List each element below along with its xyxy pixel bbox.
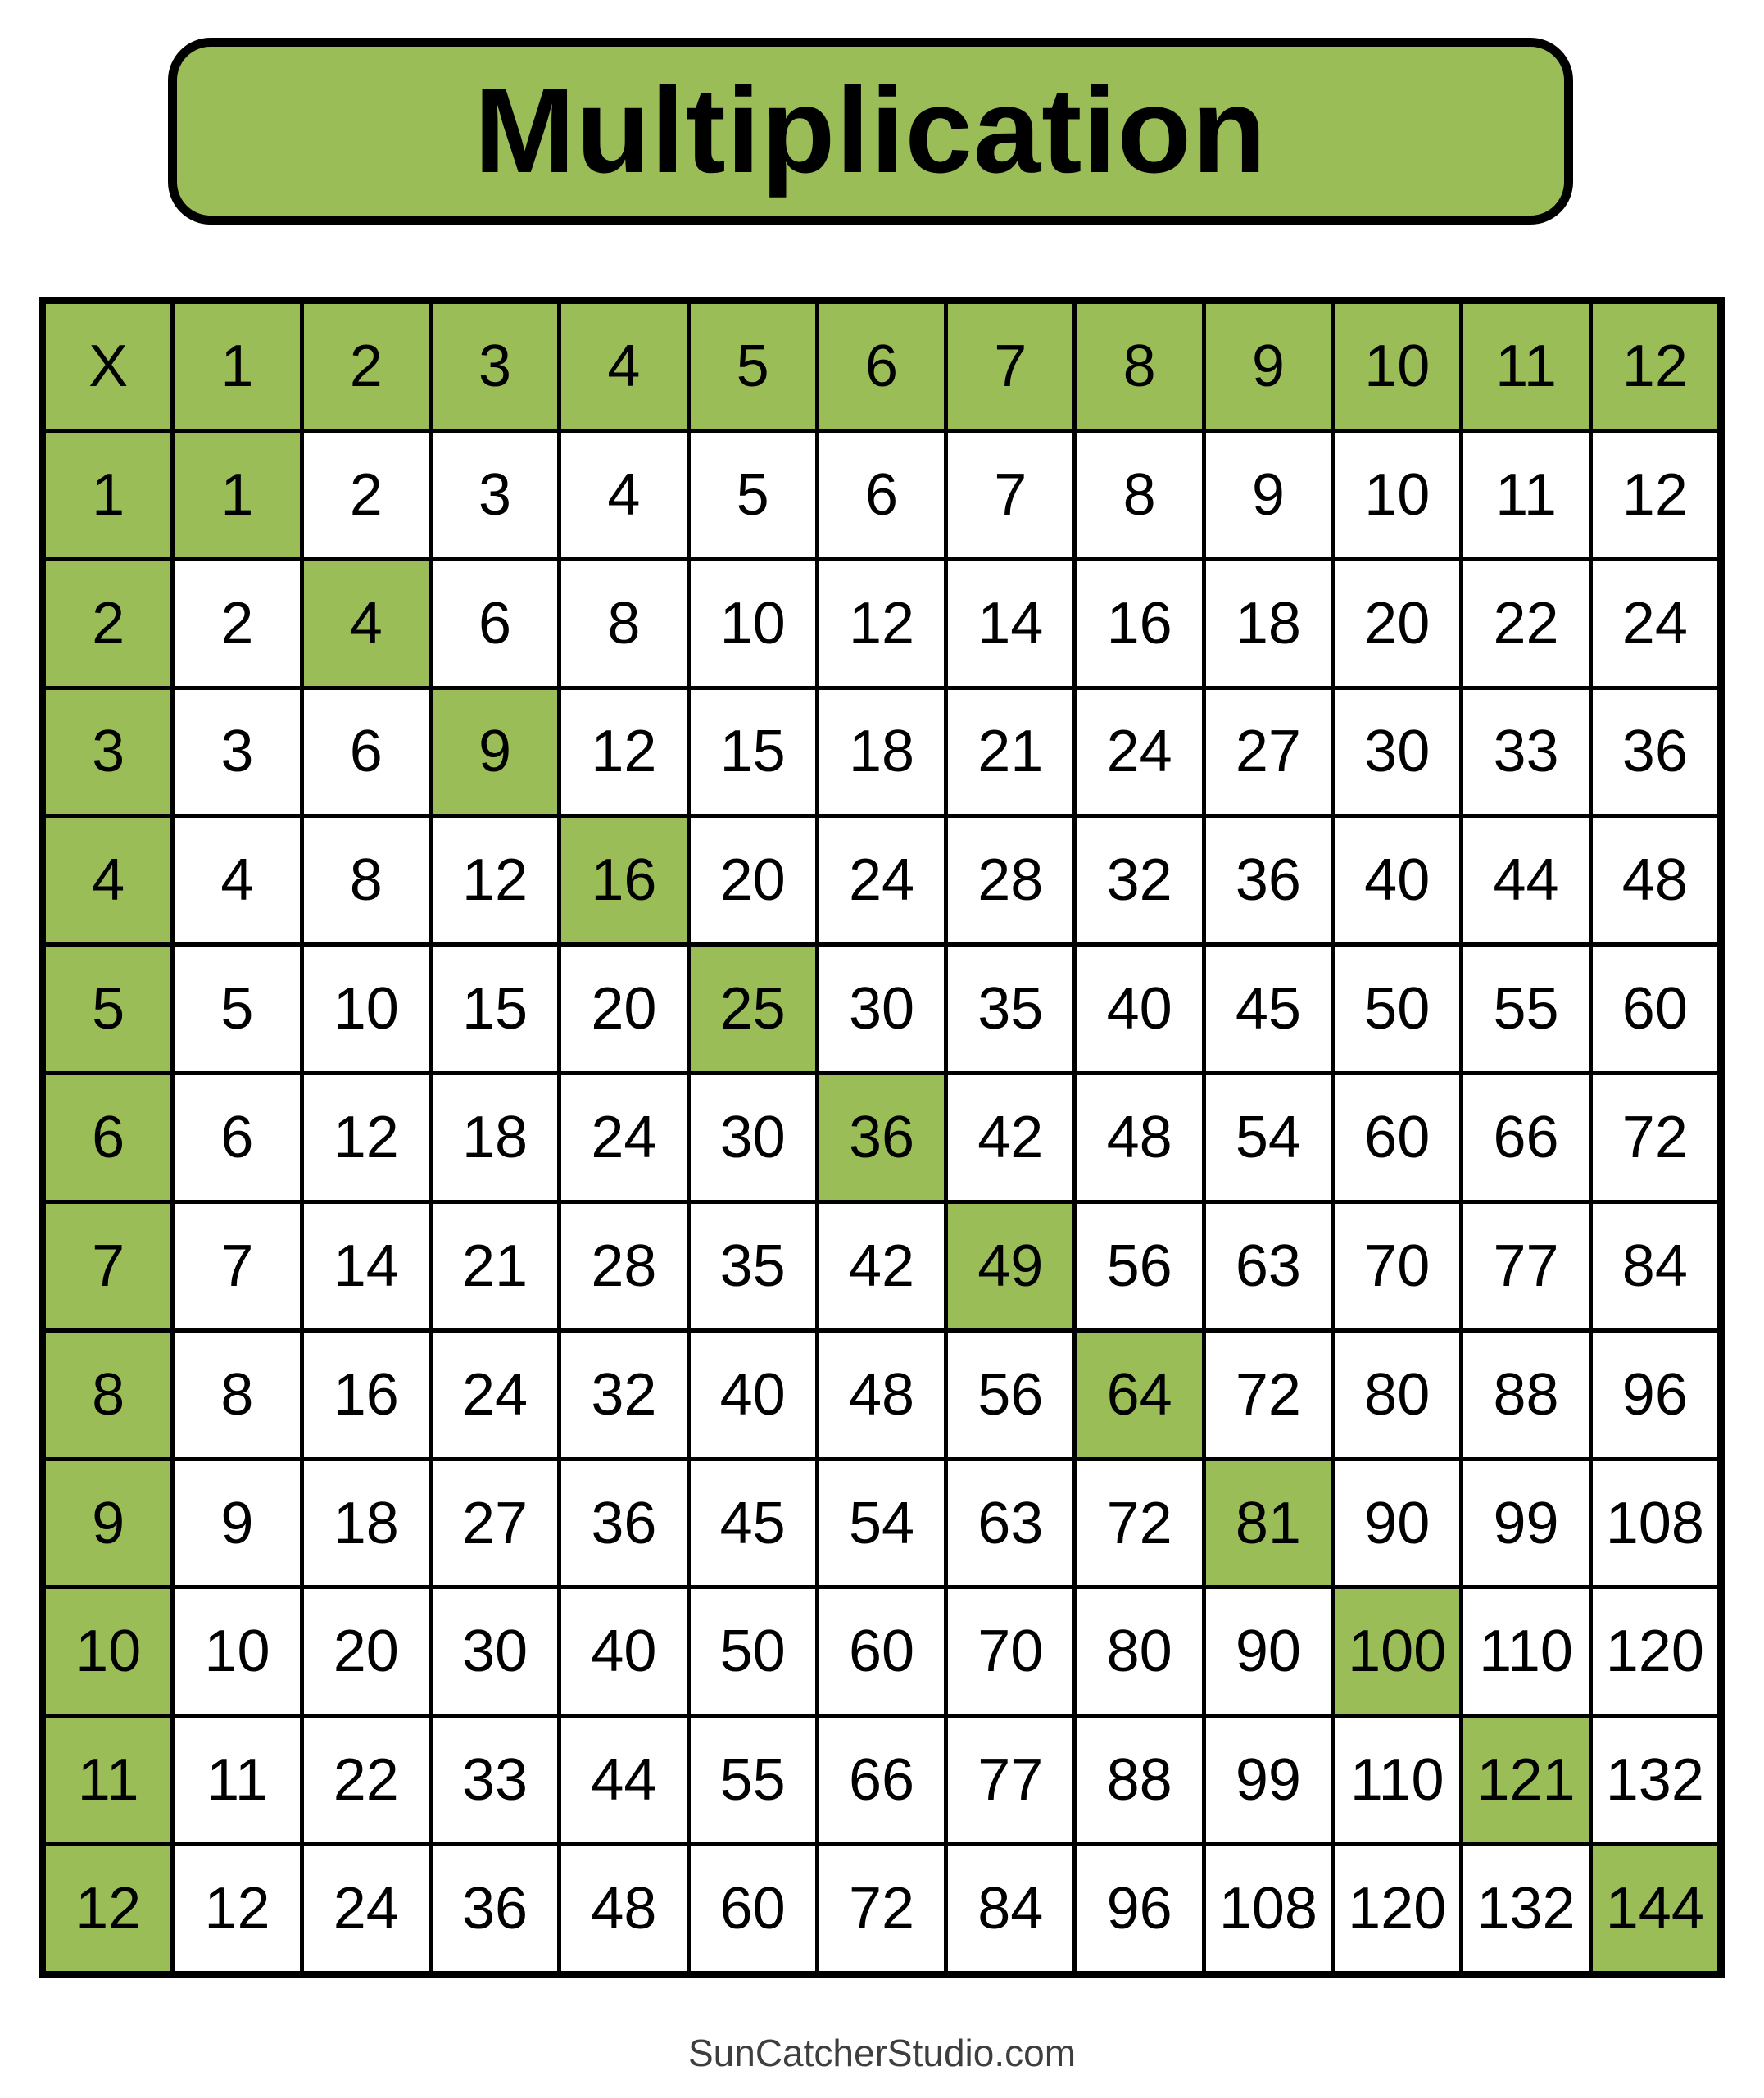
- row-header-cell: 8: [46, 1333, 170, 1457]
- row-header-cell: 2: [46, 561, 170, 686]
- product-cell: 35: [691, 1204, 815, 1328]
- product-cell: 21: [433, 1204, 557, 1328]
- product-cell: 10: [304, 947, 429, 1071]
- row-header-cell: 1: [46, 433, 170, 557]
- product-cell: 24: [561, 1075, 686, 1200]
- product-cell: 10: [1335, 433, 1459, 557]
- product-cell: 100: [1335, 1589, 1459, 1714]
- product-cell: 9: [433, 690, 557, 815]
- product-cell: 18: [304, 1461, 429, 1586]
- column-header-cell: 4: [561, 304, 686, 429]
- product-cell: 20: [561, 947, 686, 1071]
- product-cell: 108: [1593, 1461, 1717, 1586]
- product-cell: 45: [691, 1461, 815, 1586]
- product-cell: 12: [561, 690, 686, 815]
- product-cell: 30: [819, 947, 944, 1071]
- product-cell: 72: [819, 1846, 944, 1971]
- column-header-cell: 3: [433, 304, 557, 429]
- product-cell: 4: [561, 433, 686, 557]
- footer-credit: SunCatcherStudio.com: [687, 2032, 1077, 2074]
- product-cell: 20: [691, 818, 815, 942]
- product-cell: 8: [304, 818, 429, 942]
- column-header-cell: 12: [1593, 304, 1717, 429]
- product-cell: 24: [819, 818, 944, 942]
- product-cell: 88: [1463, 1333, 1588, 1457]
- product-cell: 96: [1077, 1846, 1201, 1971]
- product-cell: 4: [175, 818, 299, 942]
- product-cell: 54: [819, 1461, 944, 1586]
- product-cell: 27: [1206, 690, 1331, 815]
- product-cell: 42: [948, 1075, 1072, 1200]
- product-cell: 10: [175, 1589, 299, 1714]
- product-cell: 24: [433, 1333, 557, 1457]
- product-cell: 84: [948, 1846, 1072, 1971]
- row-header-cell: 11: [46, 1718, 170, 1842]
- product-cell: 24: [1593, 561, 1717, 686]
- product-cell: 70: [1335, 1204, 1459, 1328]
- product-cell: 77: [1463, 1204, 1588, 1328]
- product-cell: 60: [1593, 947, 1717, 1071]
- product-cell: 55: [1463, 947, 1588, 1071]
- product-cell: 36: [561, 1461, 686, 1586]
- product-cell: 56: [948, 1333, 1072, 1457]
- product-cell: 1: [175, 433, 299, 557]
- product-cell: 42: [819, 1204, 944, 1328]
- product-cell: 56: [1077, 1204, 1201, 1328]
- product-cell: 24: [304, 1846, 429, 1971]
- corner-cell: X: [46, 304, 170, 429]
- product-cell: 49: [948, 1204, 1072, 1328]
- product-cell: 48: [561, 1846, 686, 1971]
- product-cell: 60: [691, 1846, 815, 1971]
- row-header-cell: 12: [46, 1846, 170, 1971]
- multiplication-table: [39, 297, 1725, 1978]
- product-cell: 84: [1593, 1204, 1717, 1328]
- product-cell: 44: [561, 1718, 686, 1842]
- product-cell: 35: [948, 947, 1072, 1071]
- product-cell: 28: [948, 818, 1072, 942]
- product-cell: 14: [304, 1204, 429, 1328]
- product-cell: 11: [1463, 433, 1588, 557]
- product-cell: 40: [561, 1589, 686, 1714]
- product-cell: 6: [819, 433, 944, 557]
- product-cell: 6: [175, 1075, 299, 1200]
- row-header-cell: 5: [46, 947, 170, 1071]
- product-cell: 54: [1206, 1075, 1331, 1200]
- product-cell: 48: [1077, 1075, 1201, 1200]
- product-cell: 10: [691, 561, 815, 686]
- product-cell: 64: [1077, 1333, 1201, 1457]
- product-cell: 36: [433, 1846, 557, 1971]
- product-cell: 8: [1077, 433, 1201, 557]
- product-cell: 22: [1463, 561, 1588, 686]
- product-cell: 110: [1463, 1589, 1588, 1714]
- product-cell: 3: [433, 433, 557, 557]
- row-header-cell: 4: [46, 818, 170, 942]
- product-cell: 121: [1463, 1718, 1588, 1842]
- product-cell: 18: [819, 690, 944, 815]
- product-cell: 50: [691, 1589, 815, 1714]
- product-cell: 24: [1077, 690, 1201, 815]
- product-cell: 28: [561, 1204, 686, 1328]
- product-cell: 120: [1593, 1589, 1717, 1714]
- product-cell: 21: [948, 690, 1072, 815]
- product-cell: 88: [1077, 1718, 1201, 1842]
- product-cell: 66: [1463, 1075, 1588, 1200]
- product-cell: 80: [1077, 1589, 1201, 1714]
- product-cell: 7: [948, 433, 1072, 557]
- product-cell: 7: [175, 1204, 299, 1328]
- row-header-cell: 3: [46, 690, 170, 815]
- product-cell: 81: [1206, 1461, 1331, 1586]
- product-cell: 36: [1593, 690, 1717, 815]
- column-header-cell: 11: [1463, 304, 1588, 429]
- product-cell: 36: [819, 1075, 944, 1200]
- product-cell: 2: [175, 561, 299, 686]
- product-cell: 15: [433, 947, 557, 1071]
- row-header-cell: 7: [46, 1204, 170, 1328]
- product-cell: 90: [1206, 1589, 1331, 1714]
- product-cell: 72: [1593, 1075, 1717, 1200]
- product-cell: 72: [1077, 1461, 1201, 1586]
- product-cell: 96: [1593, 1333, 1717, 1457]
- row-header-cell: 9: [46, 1461, 170, 1586]
- column-header-cell: 5: [691, 304, 815, 429]
- product-cell: 14: [948, 561, 1072, 686]
- product-cell: 9: [1206, 433, 1331, 557]
- product-cell: 50: [1335, 947, 1459, 1071]
- product-cell: 12: [304, 1075, 429, 1200]
- product-cell: 3: [175, 690, 299, 815]
- title-banner: [168, 38, 1573, 225]
- product-cell: 6: [433, 561, 557, 686]
- product-cell: 33: [1463, 690, 1588, 815]
- product-cell: 40: [1335, 818, 1459, 942]
- product-cell: 70: [948, 1589, 1072, 1714]
- product-cell: 32: [1077, 818, 1201, 942]
- product-cell: 55: [691, 1718, 815, 1842]
- product-cell: 8: [175, 1333, 299, 1457]
- product-cell: 16: [1077, 561, 1201, 686]
- product-cell: 12: [819, 561, 944, 686]
- product-cell: 32: [561, 1333, 686, 1457]
- product-cell: 12: [1593, 433, 1717, 557]
- column-header-cell: 8: [1077, 304, 1201, 429]
- product-cell: 16: [561, 818, 686, 942]
- product-cell: 9: [175, 1461, 299, 1586]
- column-header-cell: 6: [819, 304, 944, 429]
- product-cell: 12: [175, 1846, 299, 1971]
- product-cell: 99: [1463, 1461, 1588, 1586]
- product-cell: 66: [819, 1718, 944, 1842]
- column-header-cell: 7: [948, 304, 1072, 429]
- product-cell: 12: [433, 818, 557, 942]
- product-cell: 18: [433, 1075, 557, 1200]
- product-cell: 36: [1206, 818, 1331, 942]
- product-cell: 72: [1206, 1333, 1331, 1457]
- product-cell: 5: [175, 947, 299, 1071]
- product-cell: 30: [433, 1589, 557, 1714]
- page-title: Multiplication: [474, 63, 1267, 198]
- product-cell: 60: [819, 1589, 944, 1714]
- product-cell: 20: [304, 1589, 429, 1714]
- product-cell: 63: [948, 1461, 1072, 1586]
- product-cell: 33: [433, 1718, 557, 1842]
- product-cell: 63: [1206, 1204, 1331, 1328]
- product-cell: 40: [691, 1333, 815, 1457]
- product-cell: 22: [304, 1718, 429, 1842]
- product-cell: 8: [561, 561, 686, 686]
- product-cell: 44: [1463, 818, 1588, 942]
- product-cell: 144: [1593, 1846, 1717, 1971]
- product-cell: 132: [1593, 1718, 1717, 1842]
- product-cell: 5: [691, 433, 815, 557]
- product-cell: 120: [1335, 1846, 1459, 1971]
- product-cell: 77: [948, 1718, 1072, 1842]
- product-cell: 18: [1206, 561, 1331, 686]
- product-cell: 90: [1335, 1461, 1459, 1586]
- product-cell: 60: [1335, 1075, 1459, 1200]
- product-cell: 6: [304, 690, 429, 815]
- product-cell: 30: [1335, 690, 1459, 815]
- product-cell: 108: [1206, 1846, 1331, 1971]
- product-cell: 99: [1206, 1718, 1331, 1842]
- column-header-cell: 1: [175, 304, 299, 429]
- product-cell: 20: [1335, 561, 1459, 686]
- row-header-cell: 6: [46, 1075, 170, 1200]
- product-cell: 48: [1593, 818, 1717, 942]
- product-cell: 25: [691, 947, 815, 1071]
- row-header-cell: 10: [46, 1589, 170, 1714]
- product-cell: 48: [819, 1333, 944, 1457]
- column-header-cell: 10: [1335, 304, 1459, 429]
- product-cell: 16: [304, 1333, 429, 1457]
- product-cell: 4: [304, 561, 429, 686]
- product-cell: 40: [1077, 947, 1201, 1071]
- product-cell: 15: [691, 690, 815, 815]
- product-cell: 27: [433, 1461, 557, 1586]
- product-cell: 11: [175, 1718, 299, 1842]
- product-cell: 2: [304, 433, 429, 557]
- product-cell: 80: [1335, 1333, 1459, 1457]
- product-cell: 30: [691, 1075, 815, 1200]
- column-header-cell: 2: [304, 304, 429, 429]
- column-header-cell: 9: [1206, 304, 1331, 429]
- product-cell: 110: [1335, 1718, 1459, 1842]
- product-cell: 45: [1206, 947, 1331, 1071]
- product-cell: 132: [1463, 1846, 1588, 1971]
